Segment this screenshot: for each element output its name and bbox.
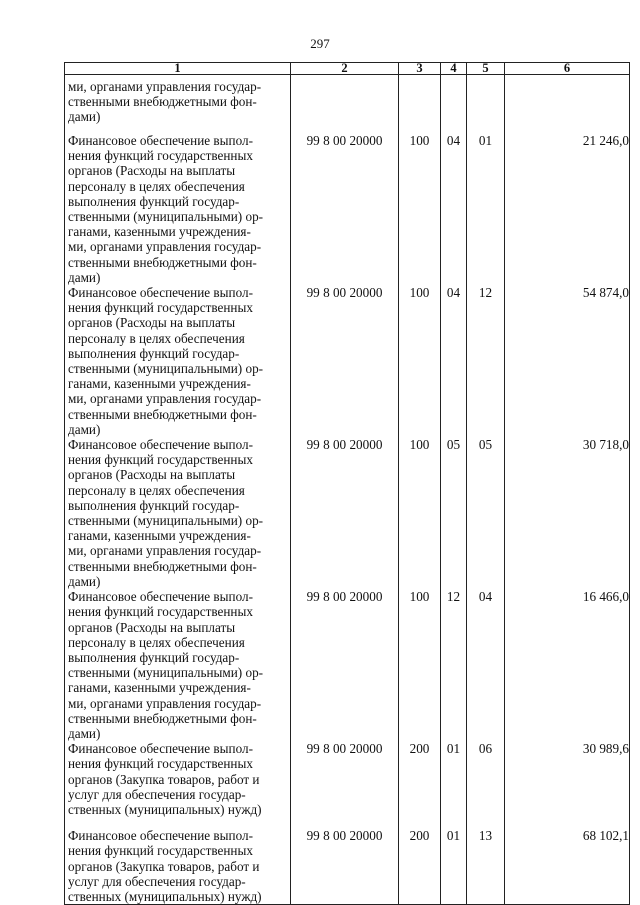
budget-classification-code: 99 8 00 20000 [291,828,399,905]
description-line: ми, органами управления государ- [68,239,262,255]
description-line: услуг для обеспечения государ- [68,873,246,889]
description-line: органов (Расходы на выплаты [68,619,236,635]
column-header-3: 3 [399,63,441,75]
description-line: услуг для обеспечения государ- [68,786,246,802]
description-line: Финансовое обеспечение выпол- [68,133,253,148]
expense-type-code: 100 [399,589,441,741]
description-line: дами) [68,725,101,741]
row-description [65,285,291,437]
row-description [65,828,291,905]
description-line: ганами, казенными учреждения- [68,680,251,696]
description-line: органов (Расходы на выплаты [68,315,236,331]
description-line: Финансовое обеспечение выпол- [68,437,253,453]
expense-type-code: 100 [399,133,441,285]
description-line: ственными внебюджетными фон- [68,254,257,270]
table-row [65,828,630,905]
expense-type-code: 100 [399,437,441,589]
subsection-code: 04 [467,589,505,741]
expense-type-code: 200 [399,741,441,828]
amount-value: 54 874,0 [505,285,630,437]
description-line: Финансовое обеспечение выпол- [68,828,253,844]
description-line: ственными внебюджетными фон- [68,94,257,110]
description-line: ственными внебюджетными фон- [68,558,257,574]
section-code: 01 [441,741,467,828]
column-header-6: 6 [505,63,630,75]
description-line: нения функций государственных [68,148,253,164]
budget-classification-code: 99 8 00 20000 [291,133,399,285]
description-line: выполнения функций государ- [68,497,240,513]
subsection-code: 06 [467,741,505,828]
row-description [65,741,291,828]
description-line: Финансовое обеспечение выпол- [68,741,253,757]
description-line: выполнения функций государ- [68,345,240,361]
description-line: нения функций государственных [68,843,253,859]
table-row [65,589,630,741]
description-line: ганами, казенными учреждения- [68,224,251,240]
page-number: 297 [310,36,330,51]
description-line: персоналу в целях обеспечения [68,330,245,346]
table-row [65,741,630,828]
budget-classification-code: 99 8 00 20000 [291,741,399,828]
description-line: персоналу в целях обеспечения [68,634,245,650]
description-line: персоналу в целях обеспечения [68,178,245,194]
budget-classification-code: 99 8 00 20000 [291,589,399,741]
description-line: персоналу в целях обеспечения [68,482,245,498]
expense-type-code: 100 [399,285,441,437]
amount-value: 30 989,6 [505,741,630,828]
description-line: ственными (муниципальными) ор- [68,513,264,529]
description-line: выполнения функций государ- [68,649,240,665]
budget-classification-code: 99 8 00 20000 [291,285,399,437]
description-line: ственными (муниципальными) ор- [68,209,264,225]
section-code: 01 [441,828,467,905]
description-line: нения функций государственных [68,452,253,468]
description-line: ственных (муниципальных) нужд) [68,801,262,817]
subsection-code: 12 [467,285,505,437]
row-description [65,133,291,285]
budget-classification-code: 99 8 00 20000 [291,437,399,589]
description-line: ганами, казенными учреждения- [68,528,251,544]
table-row [65,285,630,437]
amount-value: 21 246,0 [505,133,630,285]
description-line: дами) [68,573,101,589]
description-line: органов (Расходы на выплаты [68,467,236,483]
description-line: ми, органами управления государ- [68,543,262,559]
continuation-description [65,75,291,134]
amount-value: 16 466,0 [505,589,630,741]
budget-table [64,62,630,905]
description-line: ственных (муниципальных) нужд) [68,888,262,904]
description-line: нения функций государственных [68,604,253,620]
column-header-1: 1 [65,63,291,75]
description-line: дами) [68,421,101,437]
description-line: ственными внебюджетными фон- [68,710,257,726]
section-code: 12 [441,589,467,741]
description-line: нения функций государственных [68,756,253,772]
description-line: Финансовое обеспечение выпол- [68,285,253,301]
amount-value: 68 102,1 [505,828,630,905]
row-description [65,589,291,741]
description-line: Финансовое обеспечение выпол- [68,589,253,605]
description-line: ственными (муниципальными) ор- [68,361,264,377]
header-row [65,63,630,75]
description-line: нения функций государственных [68,300,253,316]
section-code: 04 [441,285,467,437]
description-line: ственными внебюджетными фон- [68,406,257,422]
column-header-4: 4 [441,63,467,75]
section-code: 04 [441,133,467,285]
description-line: дами) [68,109,101,125]
continuation-row [65,75,630,134]
table-row [65,133,630,285]
description-line: ми, органами управления государ- [68,695,262,711]
description-line: органов (Закупка товаров, работ и [68,858,260,874]
description-line: дами) [68,269,101,285]
description-line: органов (Расходы на выплаты [68,163,236,179]
column-header-2: 2 [291,63,399,75]
description-line: органов (Закупка товаров, работ и [68,771,260,787]
description-line: ми, органами управления государ- [68,79,262,94]
amount-value: 30 718,0 [505,437,630,589]
description-line: ственными (муниципальными) ор- [68,665,264,681]
section-code: 05 [441,437,467,589]
subsection-code: 13 [467,828,505,905]
subsection-code: 05 [467,437,505,589]
subsection-code: 01 [467,133,505,285]
description-line: выполнения функций государ- [68,193,240,209]
column-header-5: 5 [467,63,505,75]
table-row [65,437,630,589]
row-description [65,437,291,589]
description-line: ми, органами управления государ- [68,391,262,407]
expense-type-code: 200 [399,828,441,905]
description-line: ганами, казенными учреждения- [68,376,251,392]
